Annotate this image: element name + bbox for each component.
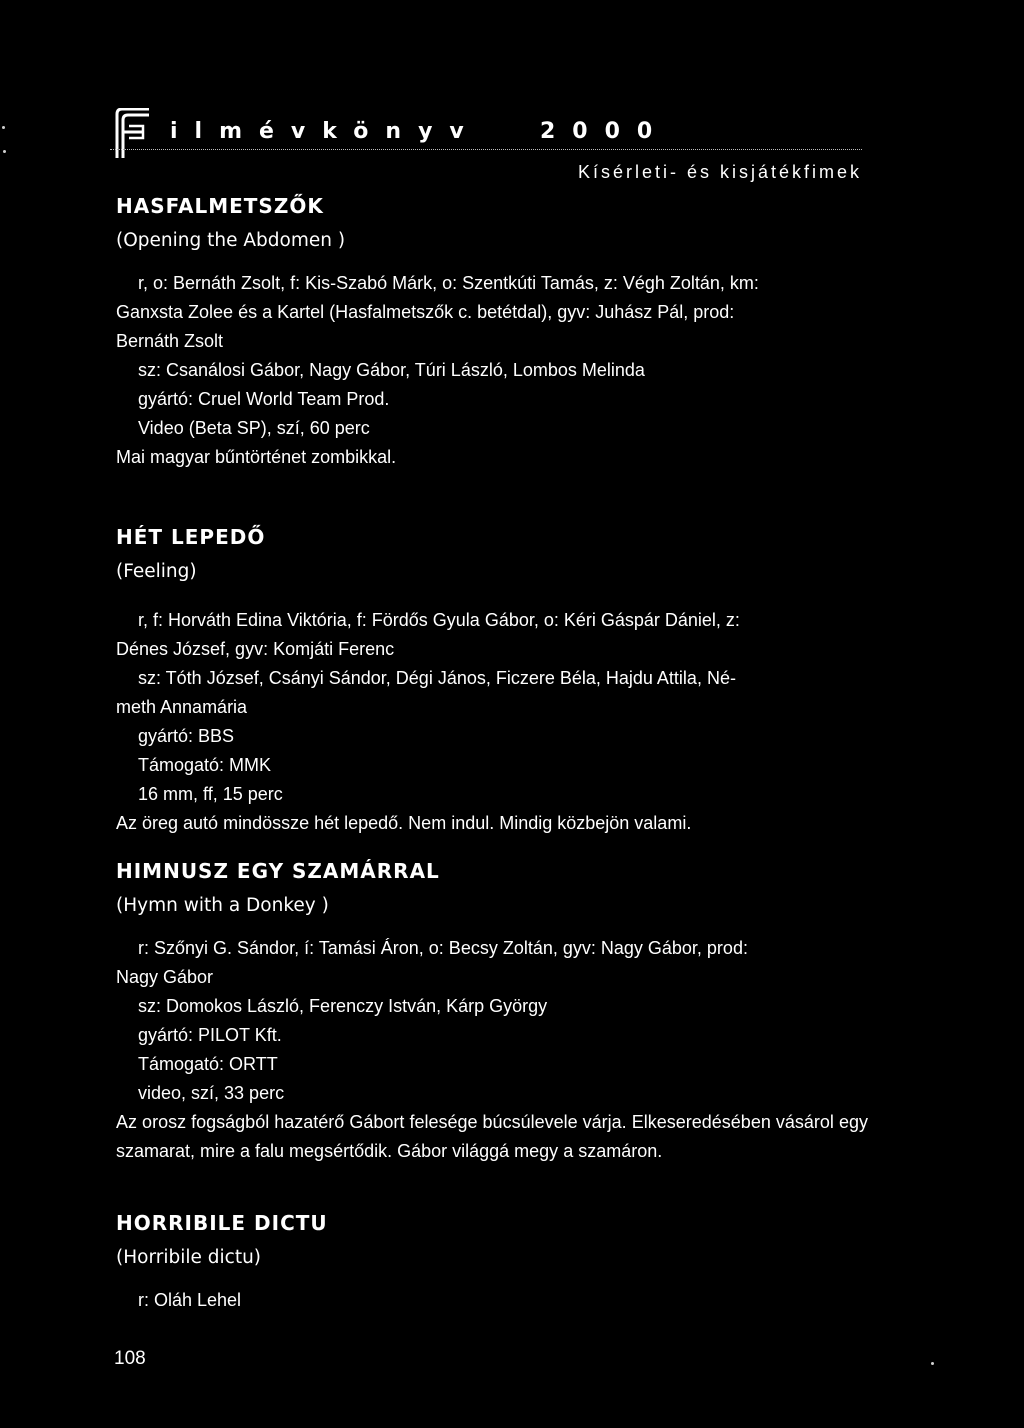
- film-credits: Dénes József, gyv: Komjáti Ferenc: [116, 639, 395, 659]
- film-entry: [116, 524, 868, 838]
- yearbook-year: 2000: [540, 119, 670, 144]
- film-logo-icon: [113, 108, 153, 158]
- film-title: HÉT LEPEDŐ: [116, 525, 266, 549]
- film-credits: r: Szőnyi G. Sándor, í: Tamási Áron, o: Becsy Zoltán, gyv: Nagy Gábor, prod:: [138, 938, 748, 958]
- film-synopsis: Az öreg autó mindössze hét lepedő. Nem indul. Mindig közbejön valami.: [116, 813, 692, 833]
- header-divider: [110, 149, 862, 150]
- film-credits: Nagy Gábor: [116, 967, 214, 987]
- film-details: [116, 1286, 868, 1315]
- film-original-title: (Opening the Abdomen ): [116, 230, 346, 251]
- film-sponsor: Támogató: ORTT: [138, 1054, 278, 1074]
- scan-artifact: [3, 150, 6, 153]
- film-credits: r, o: Bernáth Zsolt, f: Kis-Szabó Márk, o: Szentkúti Tamás, z: Végh Zoltán, km:: [138, 273, 759, 293]
- film-credits: Ganxsta Zolee és a Kartel (Hasfalmetszők c. betétdal), gyv: Juhász Pál, prod:: [116, 302, 735, 322]
- film-title: HORRIBILE DICTU: [116, 1211, 328, 1235]
- film-producer: gyártó: Cruel World Team Prod.: [138, 389, 390, 409]
- film-details: [116, 269, 868, 472]
- film-credits: Bernáth Zsolt: [116, 331, 224, 351]
- film-cast: sz: Csanálosi Gábor, Nagy Gábor, Túri László, Lombos Melinda: [138, 360, 645, 380]
- film-details: [116, 934, 868, 1166]
- film-format: Video (Beta SP), szí, 60 perc: [138, 418, 370, 438]
- scan-artifact: [2, 126, 5, 129]
- film-synopsis: Az orosz fogságból hazatérő Gábort felesége búcsúlevele várja. Elkeseredésében vásárol egy szamarat, mire a falu megsértődik. Gábor világgá megy a szamáron.: [116, 1112, 868, 1161]
- film-producer: gyártó: BBS: [138, 726, 235, 746]
- film-cast: sz: Tóth József, Csányi Sándor, Dégi János, Ficzere Béla, Hajdu Attila, Né-: [138, 668, 736, 688]
- film-cast: meth Annamária: [116, 697, 248, 717]
- film-original-title: (Hymn with a Donkey ): [116, 895, 329, 916]
- film-credits: r, f: Horváth Edina Viktória, f: Fördős Gyula Gábor, o: Kéri Gáspár Dániel, z:: [138, 610, 740, 630]
- yearbook-title: ilmévkönyv: [170, 119, 481, 144]
- film-cast: sz: Domokos László, Ferenczy István, Kárp György: [138, 996, 548, 1016]
- film-synopsis: Mai magyar bűntörténet zombikkal.: [116, 447, 397, 467]
- film-title: HIMNUSZ EGY SZAMÁRRAL: [116, 859, 440, 883]
- film-original-title: (Feeling): [116, 561, 197, 582]
- section-title: Kísérleti- és kisjátékfimek: [577, 162, 862, 182]
- film-entry: [116, 1210, 868, 1315]
- film-original-title: (Horribile dictu): [116, 1247, 262, 1268]
- film-format: 16 mm, ff, 15 perc: [138, 784, 283, 804]
- film-format: video, szí, 33 perc: [138, 1083, 285, 1103]
- film-details: [116, 606, 868, 838]
- scan-artifact: [931, 1362, 934, 1365]
- film-entry: [116, 858, 868, 1166]
- film-producer: gyártó: PILOT Kft.: [138, 1025, 282, 1045]
- film-sponsor: Támogató: MMK: [138, 755, 272, 775]
- film-credits: r: Oláh Lehel: [138, 1290, 242, 1310]
- film-entry: [116, 193, 868, 472]
- page-number: 108: [114, 1348, 146, 1369]
- film-title: HASFALMETSZŐK: [116, 194, 324, 218]
